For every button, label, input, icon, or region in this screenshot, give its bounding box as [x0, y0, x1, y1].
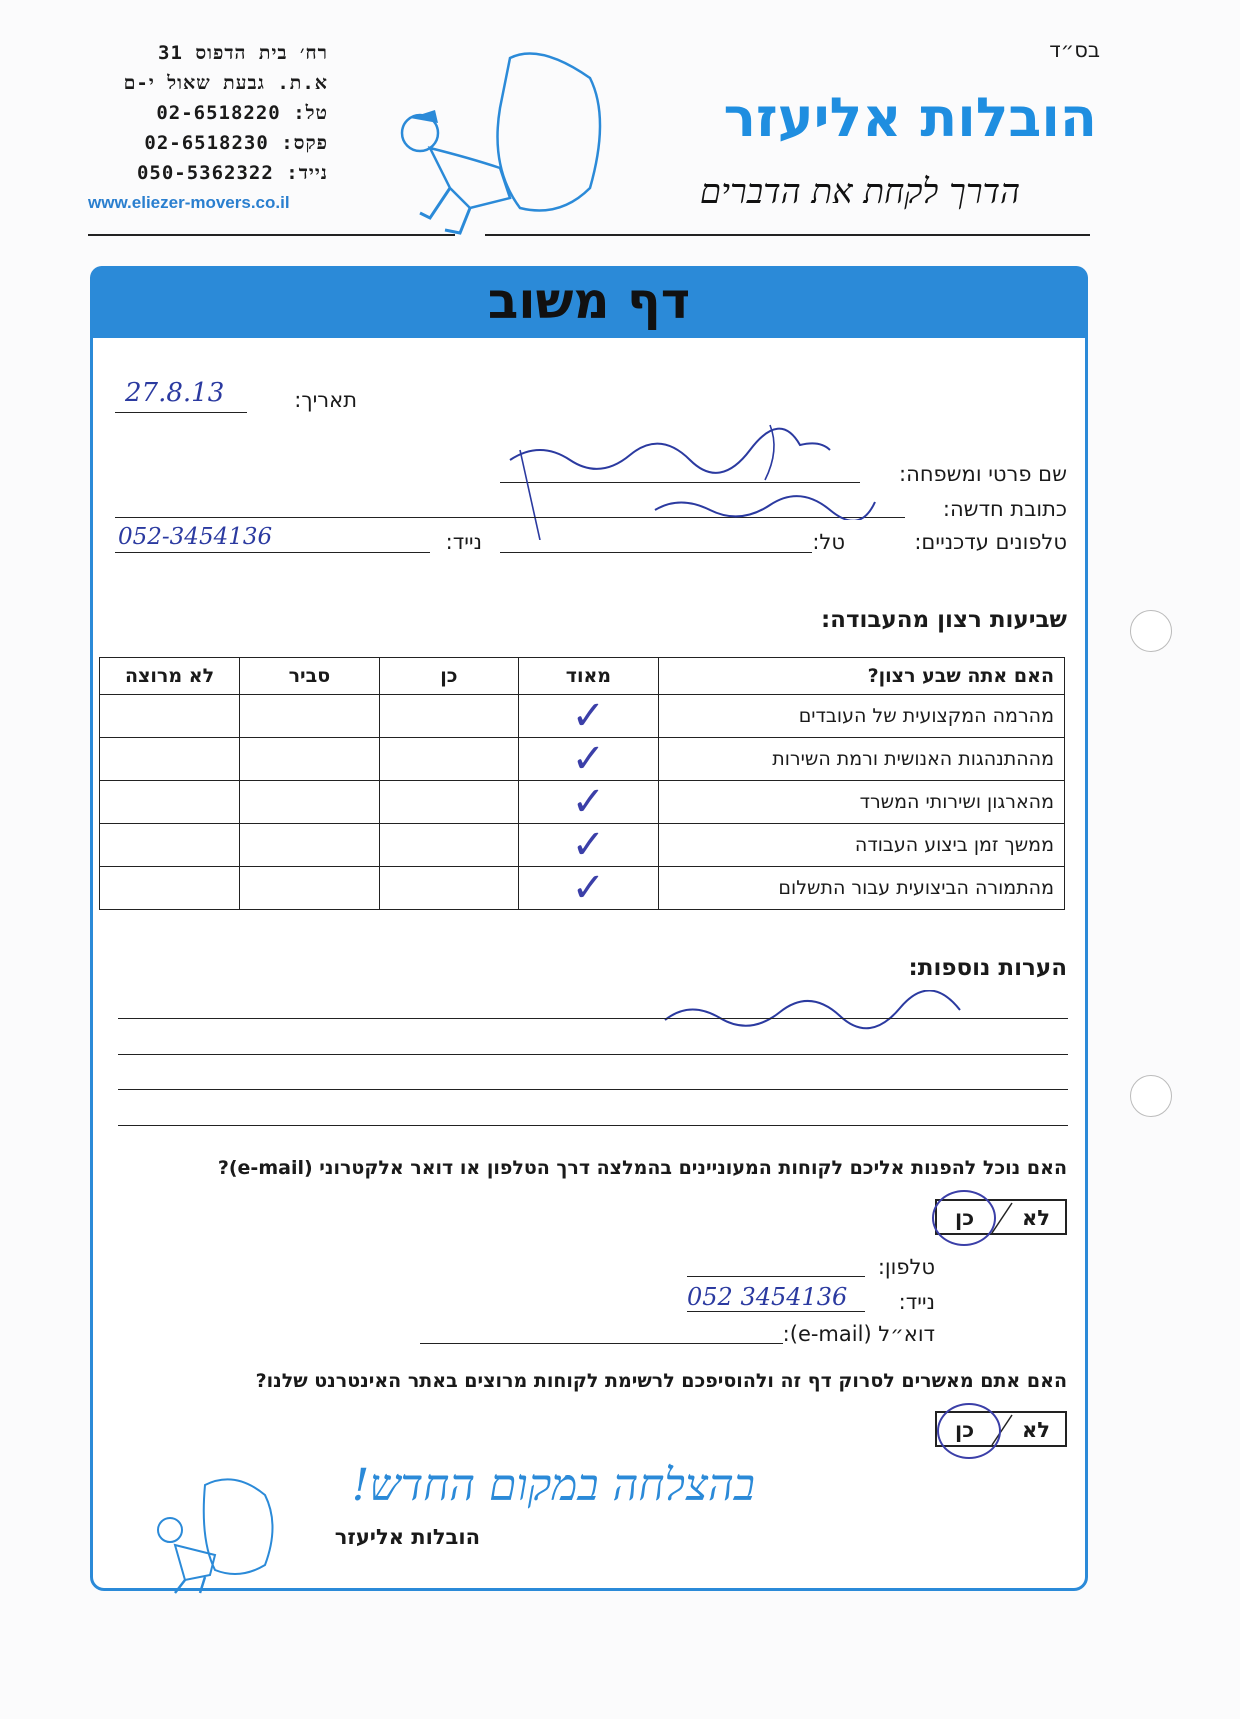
brand-name: הובלות אליעזר: [723, 86, 1097, 149]
check-cell[interactable]: [379, 867, 518, 910]
check-mark-icon: ✓: [571, 865, 606, 911]
publish-no-option[interactable]: לא: [1022, 1418, 1050, 1442]
row-label: ממשך זמן ביצוע העבודה: [658, 824, 1064, 867]
contact-mobile-value[interactable]: 052 3454136: [687, 1283, 848, 1311]
wish-text: בהצלחה במקום החדש!: [351, 1460, 755, 1511]
punch-hole: [1130, 610, 1172, 652]
publish-question: האם אתם מאשרים לסרוק דף זה ולהוסיפכם לרשימת לקוחות מרוצים באתר האינטרנט שלנו?: [255, 1370, 1067, 1392]
notes-line[interactable]: [118, 1054, 1068, 1055]
address-line: רח׳ בית הדפוס 31: [158, 42, 328, 64]
row-label: מההתנהגות האנושית ורמת השירות: [658, 738, 1064, 781]
mobile-line[interactable]: [115, 552, 430, 553]
form-title: דף משוב: [487, 272, 691, 330]
contact-mobile-line[interactable]: [687, 1311, 865, 1312]
tel-line[interactable]: [500, 552, 812, 553]
address-line: נייד: 050-5362322: [136, 162, 328, 184]
check-cell[interactable]: [240, 738, 380, 781]
check-cell[interactable]: [100, 695, 240, 738]
mover-logo-icon: [390, 38, 620, 238]
column-header: מאוד: [519, 658, 659, 695]
contact-email-line[interactable]: [420, 1343, 783, 1344]
notes-heading: הערות נוספות:: [908, 955, 1067, 981]
notes-line[interactable]: [118, 1125, 1068, 1126]
handwritten-notes: [660, 990, 980, 1030]
column-header: האם אתה שבע רצון?: [658, 658, 1064, 695]
check-cell[interactable]: [519, 695, 659, 738]
column-header: סביר: [240, 658, 380, 695]
mover-logo-small-icon: [145, 1465, 285, 1595]
contact-yes-option[interactable]: כן: [955, 1206, 975, 1230]
mobile-value[interactable]: 052-3454136: [118, 524, 273, 550]
publish-yes-option[interactable]: כן: [955, 1418, 975, 1442]
address-label: כתובת חדשה:: [942, 497, 1067, 521]
name-label: שם פרטי ומשפחה:: [899, 462, 1067, 486]
website-link[interactable]: www.eliezer-movers.co.il: [88, 193, 290, 212]
check-cell[interactable]: [519, 824, 659, 867]
selected-circle-mark: [937, 1403, 1001, 1459]
check-cell[interactable]: [519, 738, 659, 781]
check-mark-icon: ✓: [571, 822, 606, 868]
punch-hole: [1130, 1075, 1172, 1117]
contact-no-option[interactable]: לא: [1022, 1206, 1050, 1230]
contact-mobile-label: נייד:: [898, 1290, 935, 1314]
date-value[interactable]: 27.8.13: [125, 378, 225, 408]
row-label: מהרמה המקצועית של העובדים: [658, 695, 1064, 738]
mobile-label: נייד:: [445, 530, 482, 554]
table-row: [100, 867, 1065, 910]
contact-phone-label: טלפון:: [877, 1255, 935, 1279]
column-header: כן: [379, 658, 518, 695]
company-address: [88, 38, 328, 188]
check-cell[interactable]: [100, 867, 240, 910]
check-cell[interactable]: [240, 867, 380, 910]
table-header-row: [100, 658, 1065, 695]
satisfaction-heading: שביעות רצון מהעבודה:: [820, 607, 1067, 633]
check-cell[interactable]: [100, 781, 240, 824]
brand-slogan: הדרך לקחת את הדברים: [699, 172, 1020, 212]
bsd-mark: בס״ד: [1049, 38, 1100, 62]
contact-phone-line[interactable]: [687, 1276, 865, 1277]
check-cell[interactable]: [379, 738, 518, 781]
check-cell[interactable]: [379, 824, 518, 867]
check-mark-icon: ✓: [571, 693, 606, 739]
header-divider: [485, 234, 1090, 236]
check-cell[interactable]: [519, 867, 659, 910]
notes-line[interactable]: [118, 1089, 1068, 1090]
check-mark-icon: ✓: [571, 779, 606, 825]
table-row: [100, 738, 1065, 781]
row-label: מהארגון ושירותי המשרד: [658, 781, 1064, 824]
check-cell[interactable]: [240, 824, 380, 867]
handwritten-name: [500, 420, 840, 540]
check-cell[interactable]: [240, 695, 380, 738]
check-cell[interactable]: [379, 695, 518, 738]
header-divider: [88, 234, 455, 236]
check-cell[interactable]: [100, 824, 240, 867]
selected-circle-mark: [932, 1190, 996, 1246]
address-line: טל: 02-6518220: [156, 102, 328, 124]
satisfaction-table: [99, 657, 1065, 910]
table-row: [100, 781, 1065, 824]
date-line: [115, 412, 247, 413]
check-cell[interactable]: [100, 738, 240, 781]
check-cell[interactable]: [519, 781, 659, 824]
tel-label: טל:: [812, 530, 845, 554]
address-line: א.ת. גבעת שאול י-ם: [123, 72, 328, 94]
notes-line[interactable]: [118, 1018, 1068, 1019]
check-cell[interactable]: [379, 781, 518, 824]
table-row: [100, 695, 1065, 738]
footer-signature: הובלות אליעזר: [334, 1525, 480, 1549]
handwritten-address: [650, 490, 880, 520]
contact-email-label: דוא״ל (e-mail):: [782, 1322, 935, 1346]
column-header: לא מרוצה: [100, 658, 240, 695]
address-line: פקס: 02-6518230: [144, 132, 328, 154]
contact-question: האם נוכל להפנות אליכם לקוחות המעוניינים בהמלצה דרך הטלפון או דואר אלקטרוני (e-mail)?: [217, 1157, 1067, 1179]
phones-label: טלפונים עדכניים:: [914, 530, 1067, 554]
row-label: מהתמורה הביצועית עבור התשלום: [658, 867, 1064, 910]
check-cell[interactable]: [240, 781, 380, 824]
check-mark-icon: ✓: [571, 736, 606, 782]
date-label: תאריך:: [294, 388, 357, 412]
table-row: [100, 824, 1065, 867]
